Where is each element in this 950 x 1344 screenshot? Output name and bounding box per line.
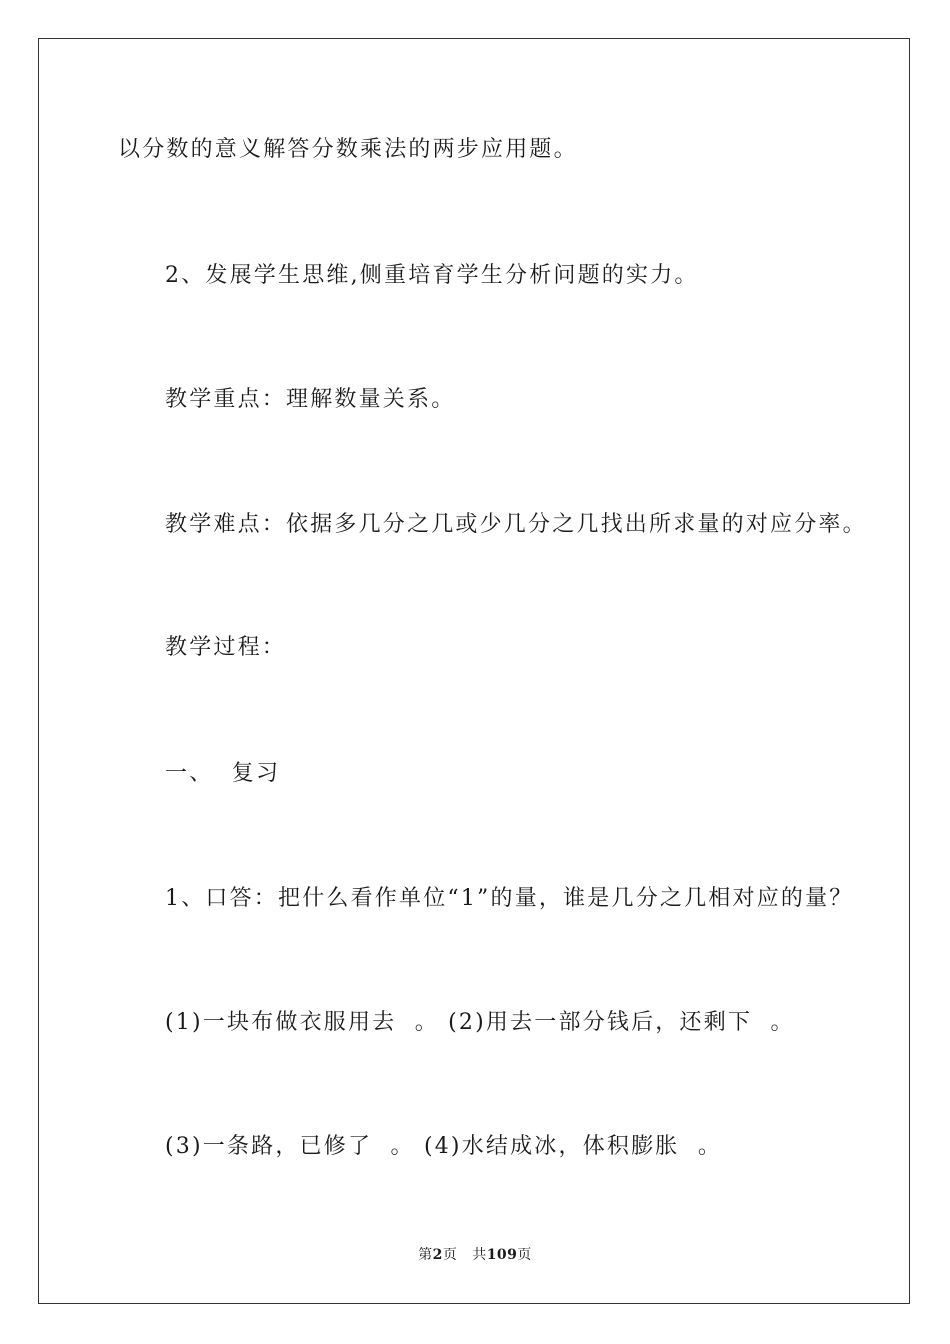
footer-total-pages: 109 xyxy=(486,1247,518,1263)
paragraph-7: 1、口答：把什么看作单位“1”的量，谁是几分之几相对应的量？ xyxy=(165,886,854,911)
section-heading-review: 一、 复习 xyxy=(165,761,281,786)
paragraph-9: (3)一条路，已修了 。 (4)水结成冰，体积膨胀 。 xyxy=(165,1134,723,1159)
paragraph-4: 教学难点：依据多几分之几或少几分之几找出所求量的对应分率。 xyxy=(165,512,867,537)
footer-page-number: 2 xyxy=(432,1247,443,1263)
paragraph-3: 教学重点：理解数量关系。 xyxy=(165,387,456,412)
paragraph-2: 2、发展学生思维,侧重培育学生分析问题的实力。 xyxy=(165,263,699,288)
page-footer xyxy=(0,1246,950,1264)
paragraph-5: 教学过程： xyxy=(165,635,287,660)
footer-prefix: 第 xyxy=(418,1247,433,1263)
page-frame xyxy=(38,38,910,1304)
footer-page-suffix: 页 xyxy=(442,1247,458,1263)
paragraph-8: (1)一块布做衣服用去 。 (2)用去一部分钱后，还剩下 。 xyxy=(165,1010,795,1035)
paragraph-1: 以分数的意义解答分数乘法的两步应用题。 xyxy=(118,137,578,162)
footer-total-suffix: 页 xyxy=(517,1247,532,1263)
footer-total-prefix: 共 xyxy=(472,1247,487,1263)
